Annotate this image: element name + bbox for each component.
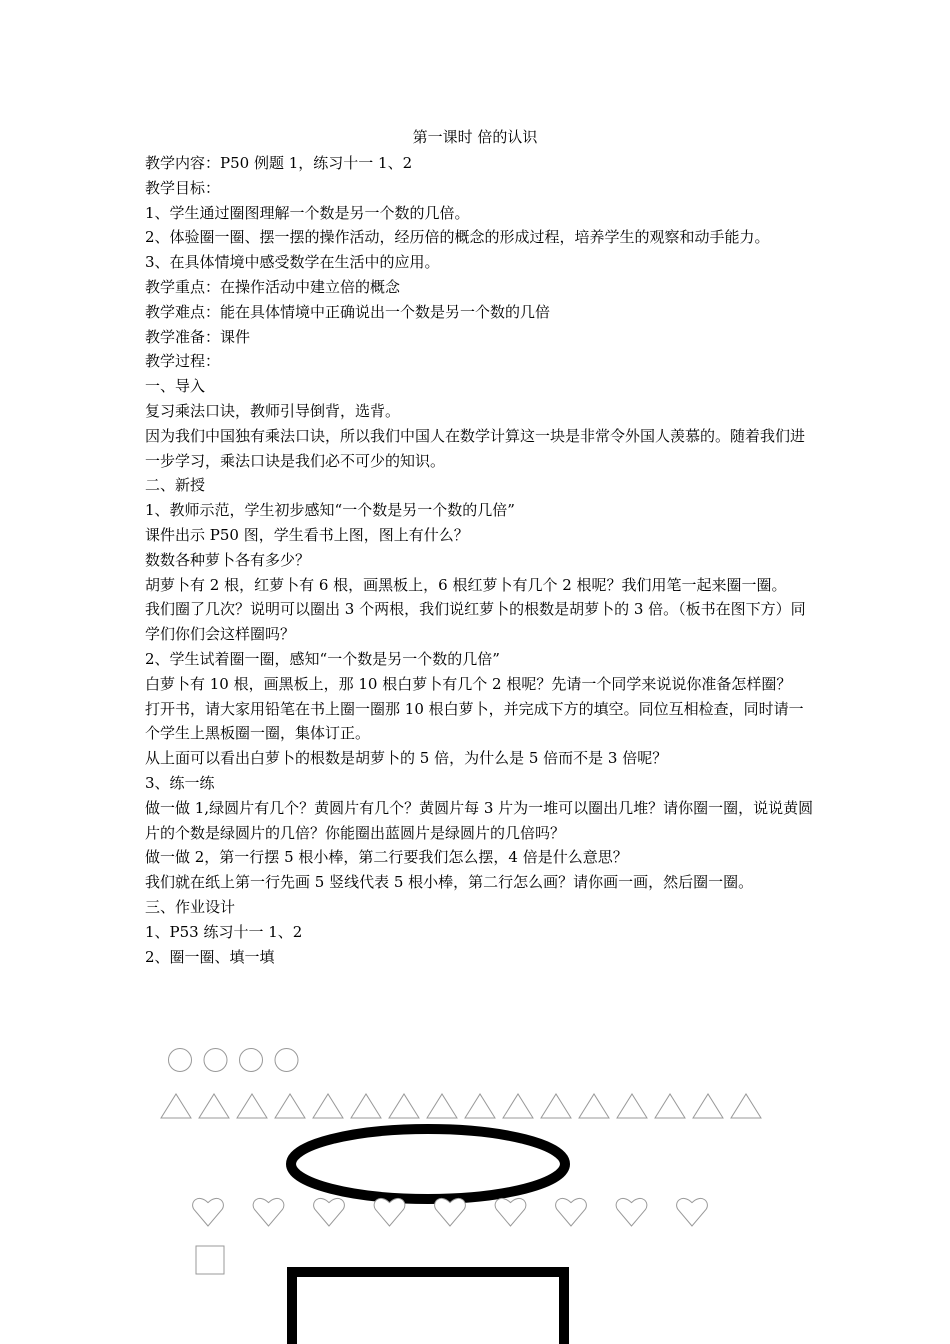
- paragraph: 三、作业设计: [145, 897, 236, 916]
- paragraph: 胡萝卜有 2 根，红萝卜有 6 根，画黑板上，6 根红萝卜有几个 2 根呢？我们用笔一起来圈一圈。: [145, 575, 787, 594]
- triangle-shape: [161, 1094, 191, 1118]
- circles-row: [169, 1049, 299, 1072]
- paragraph: 教学重点：在操作活动中建立倍的概念: [145, 277, 401, 296]
- triangle-shape: [503, 1094, 533, 1118]
- paragraph: 课件出示 P50 图，学生看书上图，图上有什么？: [145, 525, 469, 544]
- paragraph: 3、练一练: [145, 773, 215, 792]
- paragraph: 教学难点：能在具体情境中正确说出一个数是另一个数的几倍: [145, 302, 551, 321]
- circle-shape: [169, 1049, 192, 1072]
- paragraph: 我们圈了几次？说明可以圈出 3 个两根，我们说红萝卜的根数是胡萝卜的 3 倍。（板书在图下方）同学们你们会这样圈吗？: [145, 600, 806, 644]
- paragraph: 2、圈一圈、填一填: [145, 947, 275, 966]
- heart-shape: [677, 1198, 708, 1226]
- paragraph: 2、学生试着圈一圈，感知“一个数是另一个数的几倍”: [145, 649, 500, 668]
- triangle-shape: [541, 1094, 571, 1118]
- heart-shape: [314, 1198, 345, 1226]
- triangle-shape: [427, 1094, 457, 1118]
- triangle-shape: [731, 1094, 761, 1118]
- paragraph: 做一做 2，第一行摆 5 根小棒，第二行要我们怎么摆，4 倍是什么意思？: [145, 848, 628, 867]
- circle-shape: [204, 1049, 227, 1072]
- triangle-shape: [693, 1094, 723, 1118]
- triangle-shape: [617, 1094, 647, 1118]
- paragraph: 教学目标：: [145, 178, 221, 197]
- paragraph: 1、教师示范，学生初步感知“一个数是另一个数的几倍”: [145, 501, 515, 520]
- document-title: 第一课时 倍的认识: [412, 128, 538, 146]
- heart-shape: [556, 1198, 587, 1226]
- answer-box: [196, 1246, 224, 1274]
- triangle-shape: [655, 1094, 685, 1118]
- paragraph: 做一做 1,绿圆片有几个？黄圆片有几个？黄圆片每 3 片为一堆可以圈出几堆？请你圈一圈，说说黄圆片的个数是绿圆片的几倍？你能圈出蓝圆片是绿圆片的几倍吗？: [145, 798, 814, 842]
- triangle-shape: [389, 1094, 419, 1118]
- paragraph: 教学过程：: [145, 352, 221, 371]
- paragraph: 白萝卜有 10 根，画黑板上，那 10 根白萝卜有几个 2 根呢？先请一个同学来说说你准备怎样圈？: [145, 674, 792, 693]
- paragraph: 二、新授: [145, 476, 206, 495]
- grouping-ellipse: [291, 1129, 565, 1199]
- triangle-shape: [199, 1094, 229, 1118]
- triangle-shape: [275, 1094, 305, 1118]
- triangle-shape: [237, 1094, 267, 1118]
- paragraph: 数数各种萝卜各有多少？: [145, 550, 311, 569]
- paragraph: 2、体验圈一圈、摆一摆的操作活动，经历倍的概念的形成过程，培养学生的观察和动手能力。: [145, 228, 770, 247]
- paragraph: 一、导入: [145, 377, 206, 396]
- circle-shape: [275, 1049, 298, 1072]
- drawing-rectangle: [292, 1272, 564, 1344]
- triangle-shape: [465, 1094, 495, 1118]
- paragraph: 我们就在纸上第一行先画 5 竖线代表 5 根小棒，第二行怎么画？请你画一画，然后圈一圈。: [145, 873, 754, 892]
- paragraph: 1、学生通过圈图理解一个数是另一个数的几倍。: [145, 203, 470, 222]
- heart-shape: [193, 1198, 224, 1226]
- paragraph: 教学内容：P50 例题 1，练习十一 1、2: [145, 154, 413, 172]
- heart-shape: [495, 1198, 526, 1226]
- triangle-shape: [313, 1094, 343, 1118]
- paragraph: 教学准备：课件: [145, 327, 251, 346]
- heart-shape: [435, 1198, 466, 1226]
- triangle-shape: [579, 1094, 609, 1118]
- triangles-row: [161, 1094, 761, 1118]
- paragraph: 因为我们中国独有乘法口诀，所以我们中国人在数学计算这一块是非常令外国人羡慕的。随着我们进一步学习，乘法口诀是我们必不可少的知识。: [145, 426, 806, 470]
- circle-shape: [240, 1049, 263, 1072]
- paragraph: 3、在具体情境中感受数学在生活中的应用。: [145, 253, 440, 272]
- paragraph: 复习乘法口诀，教师引导倒背，选背。: [145, 401, 401, 420]
- triangle-shape: [351, 1094, 381, 1118]
- heart-shape: [374, 1198, 405, 1226]
- heart-shape: [616, 1198, 647, 1226]
- paragraph: 从上面可以看出白萝卜的根数是胡萝卜的 5 倍，为什么是 5 倍而不是 3 倍呢？: [145, 749, 668, 768]
- hearts-row: [193, 1198, 708, 1226]
- heart-shape: [253, 1198, 284, 1226]
- paragraph: 1、P53 练习十一 1、2: [145, 922, 303, 941]
- paragraph: 打开书，请大家用铅笔在书上圈一圈那 10 根白萝卜，并完成下方的填空。同位互相检查，同时请一个学生上黑板圈一圈，集体订正。: [145, 699, 804, 743]
